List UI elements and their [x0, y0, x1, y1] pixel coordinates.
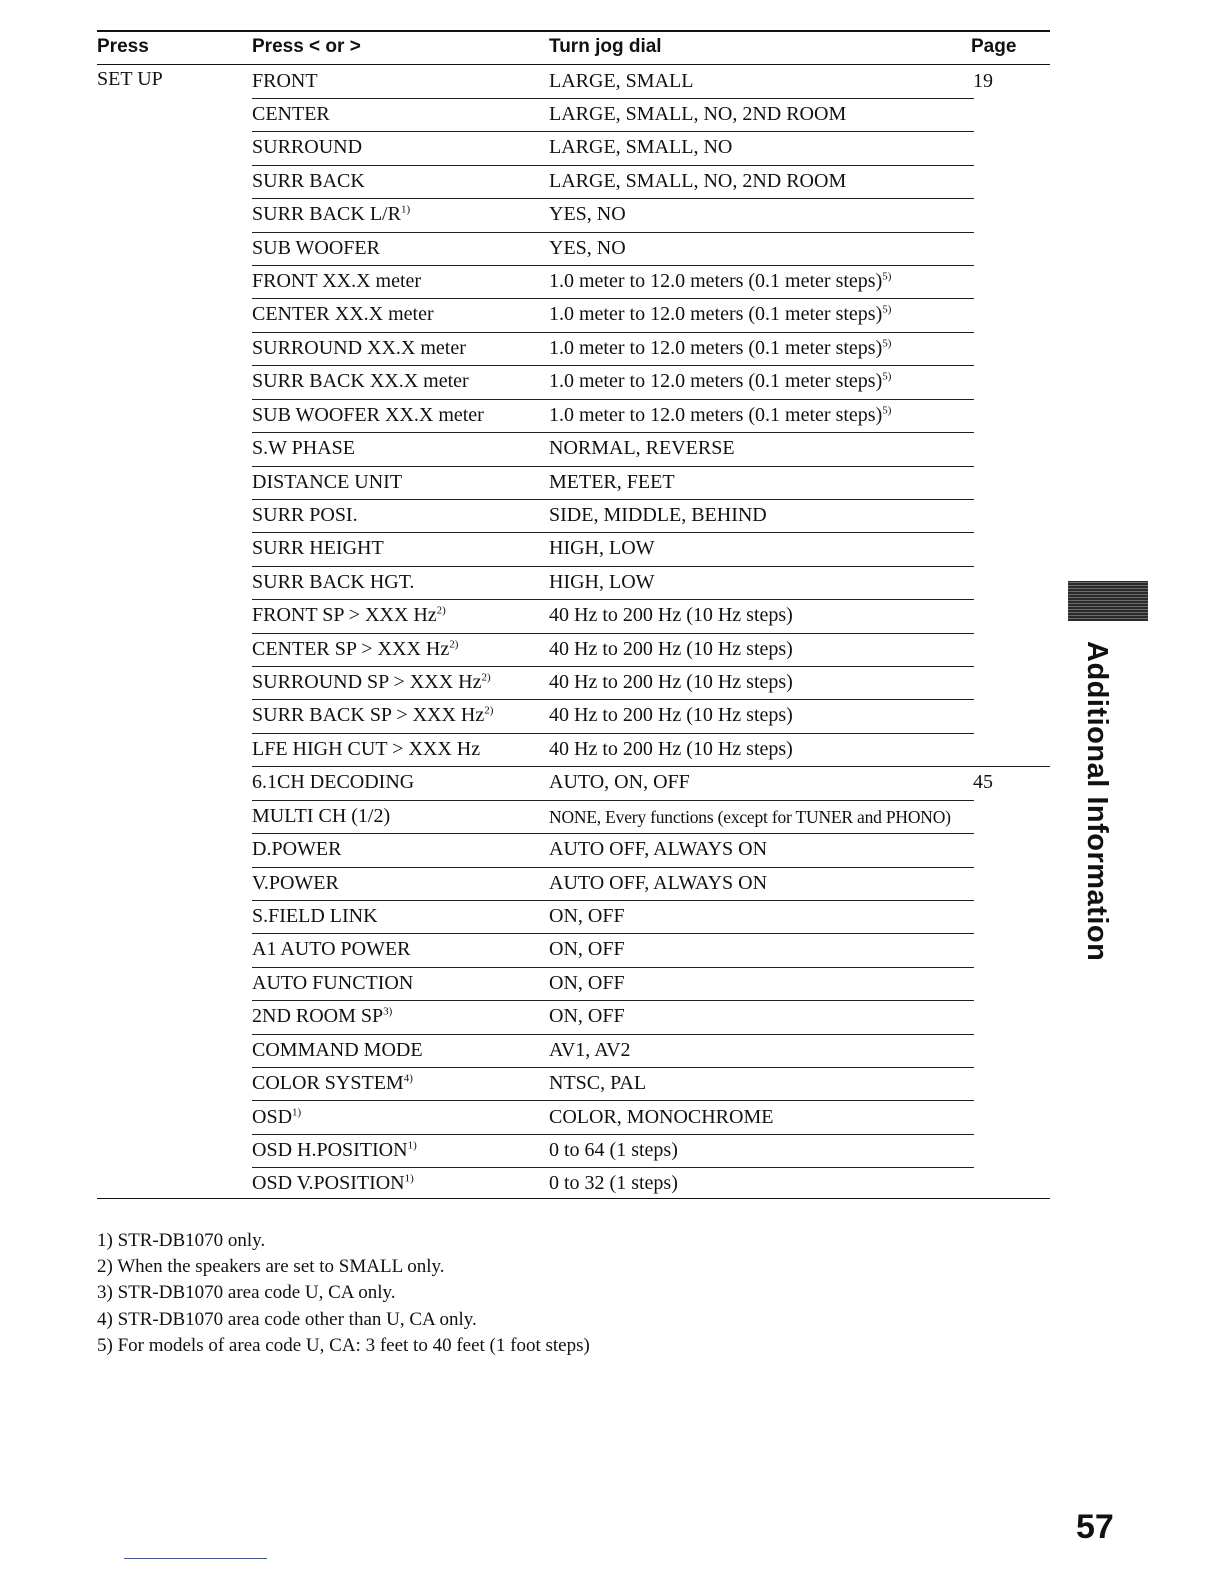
table-row	[252, 1135, 974, 1168]
setting-values: LARGE, SMALL, NO	[549, 136, 733, 159]
table-row	[252, 1001, 974, 1034]
table-row	[252, 1168, 974, 1201]
setting-values: 40 Hz to 200 Hz (10 Hz steps)	[549, 704, 793, 727]
setting-name: SURROUND XX.X meter	[252, 336, 466, 359]
setting-values: AUTO OFF, ALWAYS ON	[549, 871, 768, 894]
section-label: SET UP	[97, 68, 163, 90]
footnote-ref: 5)	[882, 303, 892, 316]
setting-values: METER, FEET	[549, 470, 675, 493]
setting-name: SURR BACK HGT.	[252, 570, 415, 593]
table-row	[252, 767, 974, 800]
table-row	[252, 66, 974, 99]
setting-values: 0 to 64 (1 steps)	[549, 1138, 678, 1161]
table-row	[252, 667, 974, 700]
setting-values: ON, OFF	[549, 1005, 625, 1028]
footnote-ref: 1)	[400, 203, 411, 216]
table-row	[252, 99, 974, 132]
setting-name: MULTI CH (1/2)	[252, 804, 391, 827]
footnote-ref: 5)	[882, 270, 892, 283]
setting-name: CENTER SP > XXX Hz$^{2)}$	[252, 637, 459, 660]
setting-name: FRONT XX.X meter	[252, 270, 422, 293]
table-row	[252, 1035, 974, 1068]
setting-values: LARGE, SMALL	[549, 69, 694, 92]
footnote-ref: 5)	[882, 370, 892, 383]
page-number: 57	[1076, 1508, 1114, 1546]
table-row	[252, 400, 974, 433]
table-row	[252, 934, 974, 967]
setting-values: COLOR, MONOCHROME	[549, 1105, 774, 1128]
table-row	[252, 968, 974, 1001]
setting-name: SURR HEIGHT	[252, 537, 384, 560]
table-row	[252, 166, 974, 199]
table-row	[252, 734, 974, 767]
page-ref: 45	[973, 771, 993, 794]
section-tab-marker	[1068, 581, 1148, 621]
header-page: Page	[971, 36, 1017, 57]
table-row	[252, 266, 974, 299]
table-row	[252, 333, 974, 366]
bottom-rule	[97, 1198, 1050, 1199]
footnote-ref: 2)	[484, 704, 494, 717]
setting-name: AUTO FUNCTION	[252, 971, 414, 994]
setting-name: OSD$^{1)}$	[252, 1105, 302, 1128]
table-row	[252, 533, 974, 566]
table-row	[252, 567, 974, 600]
setting-values: 40 Hz to 200 Hz (10 Hz steps)	[549, 604, 793, 627]
table-row	[252, 1068, 974, 1101]
setting-name: CENTER	[252, 102, 330, 125]
table-row	[252, 868, 974, 901]
footnote: 1) STR-DB1070 only.	[97, 1230, 266, 1251]
setting-name: 2ND ROOM SP$^{3)}$	[252, 1005, 393, 1028]
section-tab-label: Additional Information	[1081, 641, 1113, 962]
header-turn-jog-dial: Turn jog dial	[549, 36, 662, 57]
table-row	[252, 199, 974, 232]
setting-name: OSD H.POSITION$^{1)}$	[252, 1138, 417, 1161]
setting-values: 40 Hz to 200 Hz (10 Hz steps)	[549, 671, 793, 694]
setting-values: YES, NO	[549, 203, 626, 226]
setting-values: ON, OFF	[549, 938, 625, 961]
table-row	[252, 901, 974, 934]
table-row	[252, 233, 974, 266]
setting-name: SURR POSI.	[252, 503, 358, 526]
setting-values: LARGE, SMALL, NO, 2ND ROOM	[549, 169, 847, 192]
table-row	[252, 500, 974, 533]
setting-name: FRONT SP > XXX Hz$^{2)}$	[252, 604, 446, 627]
table-row	[252, 700, 974, 733]
table-row	[252, 366, 974, 399]
setting-name: LFE HIGH CUT > XXX Hz	[252, 737, 481, 760]
footnote: 4) STR-DB1070 area code other than U, CA only.	[97, 1308, 477, 1330]
setting-values: SIDE, MIDDLE, BEHIND	[549, 503, 767, 526]
setting-values: 1.0 meter to 12.0 meters (0.1 meter steps)$^{5)}$	[549, 303, 892, 326]
setting-values: ON, OFF	[549, 905, 625, 927]
footnote-ref: 4)	[403, 1072, 413, 1085]
footnote-ref: 1)	[292, 1105, 302, 1118]
setting-values: NONE, Every functions (except for TUNER and PHONO)	[549, 806, 951, 827]
footnote-ref: 5)	[882, 404, 892, 417]
table-row	[252, 1102, 974, 1135]
setting-values: 1.0 meter to 12.0 meters (0.1 meter steps)$^{5)}$	[549, 403, 892, 426]
setting-name: SURROUND	[252, 136, 363, 159]
setting-name: S.W PHASE	[252, 437, 355, 460]
footnote: 5) For models of area code U, CA: 3 feet to 40 feet (1 foot steps)	[97, 1334, 590, 1356]
setting-name: CENTER XX.X meter	[252, 303, 434, 326]
table-row	[252, 132, 974, 165]
setting-name: OSD V.POSITION$^{1)}$	[252, 1172, 414, 1195]
setting-values: AV1, AV2	[549, 1038, 631, 1061]
footnote-ref: 5)	[882, 337, 892, 350]
top-rule	[97, 30, 1050, 32]
header-press-arrows: Press < or >	[252, 36, 361, 57]
table-row	[252, 634, 974, 667]
setting-name: A1 AUTO POWER	[252, 938, 411, 961]
setting-name: S.FIELD LINK	[252, 905, 378, 927]
footnote-ref: 1)	[404, 1172, 414, 1185]
setting-name: SURR BACK XX.X meter	[252, 370, 469, 393]
table-row	[252, 600, 974, 633]
setting-values: YES, NO	[549, 236, 626, 259]
table-row	[252, 467, 974, 500]
setting-values: 1.0 meter to 12.0 meters (0.1 meter steps)$^{5)}$	[549, 270, 892, 293]
table-row	[252, 433, 974, 466]
table-row	[252, 801, 974, 834]
setting-values: HIGH, LOW	[549, 537, 655, 560]
setting-values: 1.0 meter to 12.0 meters (0.1 meter steps)$^{5)}$	[549, 336, 892, 359]
setting-name: SUB WOOFER XX.X meter	[252, 403, 484, 426]
setting-name: SURR BACK $L/R^{1)}$	[252, 203, 411, 226]
table-row	[252, 834, 974, 867]
footnote: 2) When the speakers are set to SMALL only.	[97, 1256, 445, 1278]
setting-name: SURR BACK	[252, 169, 365, 192]
setting-values: 40 Hz to 200 Hz (10 Hz steps)	[549, 637, 793, 660]
setting-values: 40 Hz to 200 Hz (10 Hz steps)	[549, 737, 793, 760]
setting-name: D.POWER	[252, 838, 342, 861]
setting-values: 0 to 32 (1 steps)	[549, 1172, 678, 1195]
setting-name: COMMAND MODE	[252, 1038, 423, 1061]
setting-name: 6.1CH DECODING	[252, 771, 415, 794]
setting-name: SUB WOOFER	[252, 236, 380, 259]
setting-values: ON, OFF	[549, 971, 625, 994]
setting-values: 1.0 meter to 12.0 meters (0.1 meter steps)$^{5)}$	[549, 370, 892, 393]
setting-name: DISTANCE UNIT	[252, 470, 403, 493]
page-ref: 19	[973, 69, 993, 92]
footnotes	[97, 1228, 590, 1359]
footnote-ref: 2)	[449, 637, 459, 650]
setting-name: FRONT	[252, 69, 318, 92]
setting-values: NTSC, PAL	[549, 1072, 647, 1095]
footnote-ref: 3)	[383, 1005, 393, 1018]
decorative-rule	[124, 1558, 267, 1559]
header-press: Press	[97, 36, 149, 57]
footnote-ref: 2)	[436, 604, 446, 617]
setting-values: NORMAL, REVERSE	[549, 437, 735, 460]
setting-values: HIGH, LOW	[549, 570, 655, 593]
setting-values: LARGE, SMALL, NO, 2ND ROOM	[549, 102, 847, 125]
footnote-ref: 2)	[481, 671, 491, 684]
setting-values: AUTO OFF, ALWAYS ON	[549, 838, 768, 861]
table-row	[252, 299, 974, 332]
setting-values: AUTO, ON, OFF	[549, 771, 690, 794]
setting-name: SURROUND SP > XXX Hz$^{2)}$	[252, 671, 491, 694]
setting-name: V.POWER	[252, 871, 339, 894]
setting-name: COLOR SYSTEM$^{4)}$	[252, 1072, 413, 1095]
footnote-ref: 1)	[407, 1139, 417, 1152]
footnote: 3) STR-DB1070 area code U, CA only.	[97, 1282, 396, 1304]
setting-name: SURR BACK SP > XXX Hz$^{2)}$	[252, 704, 494, 727]
